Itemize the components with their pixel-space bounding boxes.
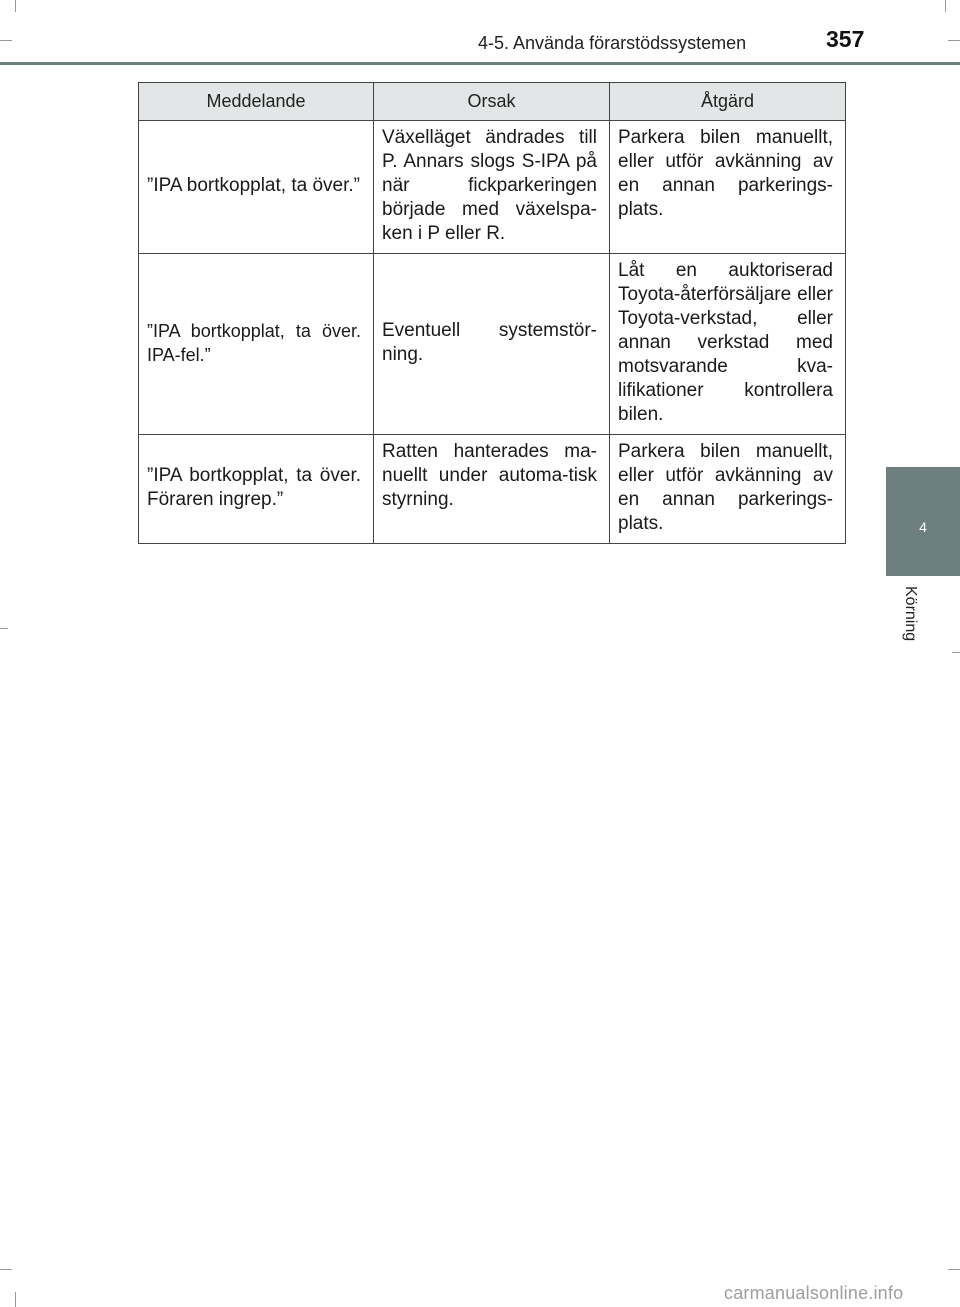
crop-mark (952, 652, 960, 653)
message-cell: ”IPA bortkopplat, ta över.” (139, 121, 374, 254)
crop-mark (948, 40, 960, 41)
crop-mark (945, 0, 946, 12)
chapter-tab (886, 467, 960, 576)
watermark: carmanualsonline.info (724, 1283, 904, 1303)
table-row (139, 254, 846, 435)
crop-mark (0, 628, 8, 629)
crop-mark (0, 1269, 12, 1270)
cause-cell: Växelläget ändrades till P. Annars slogs S-IPA på när fickparkeringen började med växelspa-ken i P eller R. (374, 121, 610, 254)
crop-mark (0, 40, 12, 41)
action-cell: Parkera bilen manuellt, eller utför avkänning av en annan parkerings-plats. (610, 121, 846, 254)
table-row (139, 121, 846, 254)
message-cell: ”IPA bortkopplat, ta över. Föraren ingrep.” (139, 435, 374, 544)
column-header-message: Meddelande (139, 83, 374, 121)
page-number: 357 (826, 26, 865, 52)
crop-mark (15, 1292, 16, 1307)
chapter-number: 4 (919, 519, 927, 535)
column-header-action: Åtgärd (610, 83, 846, 121)
cause-cell: Ratten hanterades ma-nuellt under automa-tisk styrning. (374, 435, 610, 544)
crop-mark (15, 0, 16, 12)
action-cell: Låt en auktoriserad Toyota-återförsäljare eller Toyota-verkstad, eller annan verkstad med motsvarande kva-lifikationer kontrollera bilen. (610, 254, 846, 435)
header-rule (0, 62, 960, 65)
chapter-label: Körning (902, 586, 919, 642)
table-header-row (139, 83, 846, 121)
message-cell: ”IPA bortkopplat, ta över. IPA-fel.” (139, 254, 374, 435)
section-title: 4-5. Använda förarstödssystemen (478, 33, 747, 53)
column-header-cause: Orsak (374, 83, 610, 121)
action-cell: Parkera bilen manuellt, eller utför avkänning av en annan parkerings-plats. (610, 435, 846, 544)
message-table (138, 82, 846, 544)
crop-mark (948, 1269, 960, 1270)
table-row (139, 435, 846, 544)
cause-cell: Eventuell systemstör-ning. (374, 254, 610, 435)
